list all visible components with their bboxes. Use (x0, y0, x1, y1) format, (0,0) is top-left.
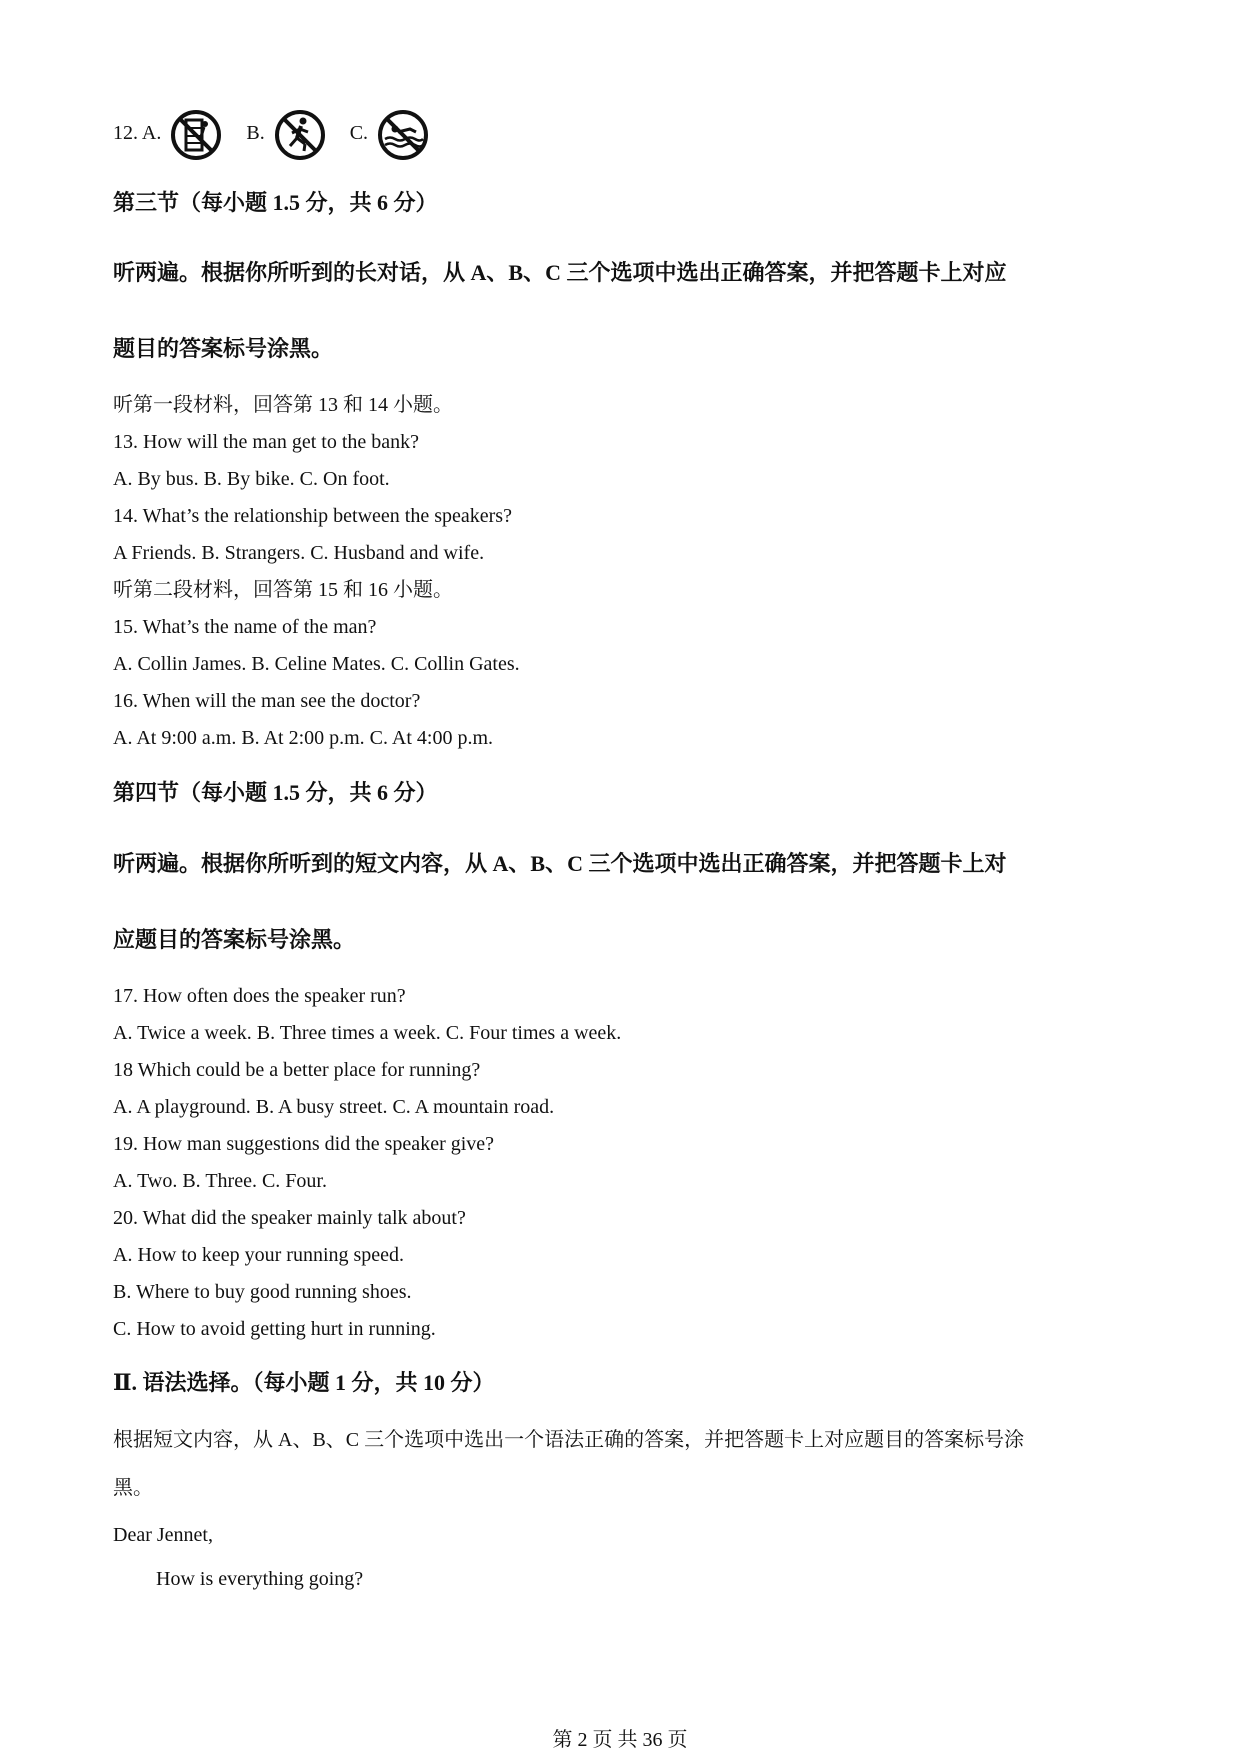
question-20-option-c: C. How to avoid getting hurt in running. (113, 1318, 436, 1340)
letter-salutation: Dear Jennet, (113, 1524, 213, 1546)
question-18-options: A. A playground. B. A busy street. C. A mountain road. (113, 1096, 555, 1118)
question-17: 17. How often does the speaker run? (113, 985, 406, 1007)
letter-first-sentence: How is everything going? (156, 1568, 364, 1590)
section3-title: 第三节（每小题 1.5 分，共 6 分） (113, 190, 438, 215)
material-1-note: 听第一段材料，回答第 13 和 14 小题。 (113, 394, 453, 416)
section4-title: 第四节（每小题 1.5 分，共 6 分） (113, 780, 438, 805)
option-a-label: A. (141, 122, 162, 144)
question-20-option-a: A. How to keep your running speed. (113, 1244, 405, 1266)
section3-instruction-line1: 听两遍。根据你所听到的长对话，从 A、B、C 三个选项中选出正确答案，并把答题卡上对应 (113, 260, 1007, 285)
no-swimming-icon (376, 108, 430, 162)
section3-instruction-line2: 题目的答案标号涂黑。 (113, 336, 334, 361)
question-12 (113, 104, 448, 162)
question-16: 16. When will the man see the doctor? (113, 690, 421, 712)
question-17-options: A. Twice a week. B. Three times a week. C. Four times a week. (113, 1022, 622, 1044)
question-14: 14. What’s the relationship between the speakers? (113, 505, 512, 527)
page-number-footer: 第 2 页 共 36 页 (552, 1729, 688, 1751)
question-13-options: A. By bus. B. By bike. C. On foot. (113, 468, 390, 490)
part2-title: Ⅱ. 语法选择。（每小题 1 分，共 10 分） (113, 1370, 495, 1395)
question-20-option-b: B. Where to buy good running shoes. (113, 1281, 412, 1303)
part2-instruction-line1: 根据短文内容，从 A、B、C 三个选项中选出一个语法正确的答案，并把答题卡上对应题目的答案标号涂 (113, 1429, 1025, 1451)
part2-instruction-line2: 黑。 (113, 1477, 153, 1499)
no-running-icon (273, 108, 327, 162)
question-15: 15. What’s the name of the man? (113, 616, 377, 638)
question-15-options: A. Collin James. B. Celine Mates. C. Collin Gates. (113, 653, 520, 675)
question-16-options: A. At 9:00 a.m. B. At 2:00 p.m. C. At 4:00 p.m. (113, 727, 494, 749)
question-19: 19. How man suggestions did the speaker give? (113, 1133, 495, 1155)
question-19-options: A. Two. B. Three. C. Four. (113, 1170, 327, 1192)
question-13: 13. How will the man get to the bank? (113, 431, 420, 453)
question-14-options: A Friends. B. Strangers. C. Husband and wife. (113, 542, 485, 564)
question-12-number: 12. (113, 122, 138, 144)
question-20: 20. What did the speaker mainly talk about? (113, 1207, 466, 1229)
no-climbing-icon (169, 108, 223, 162)
material-2-note: 听第二段材料，回答第 15 和 16 小题。 (113, 579, 453, 601)
section4-instruction-line1: 听两遍。根据你所听到的短文内容，从 A、B、C 三个选项中选出正确答案，并把答题卡上对 (113, 851, 1007, 876)
section4-instruction-line2: 应题目的答案标号涂黑。 (113, 927, 356, 952)
question-18: 18 Which could be a better place for running? (113, 1059, 481, 1081)
option-b-label: B. (246, 122, 265, 144)
option-c-label: C. (349, 122, 369, 144)
